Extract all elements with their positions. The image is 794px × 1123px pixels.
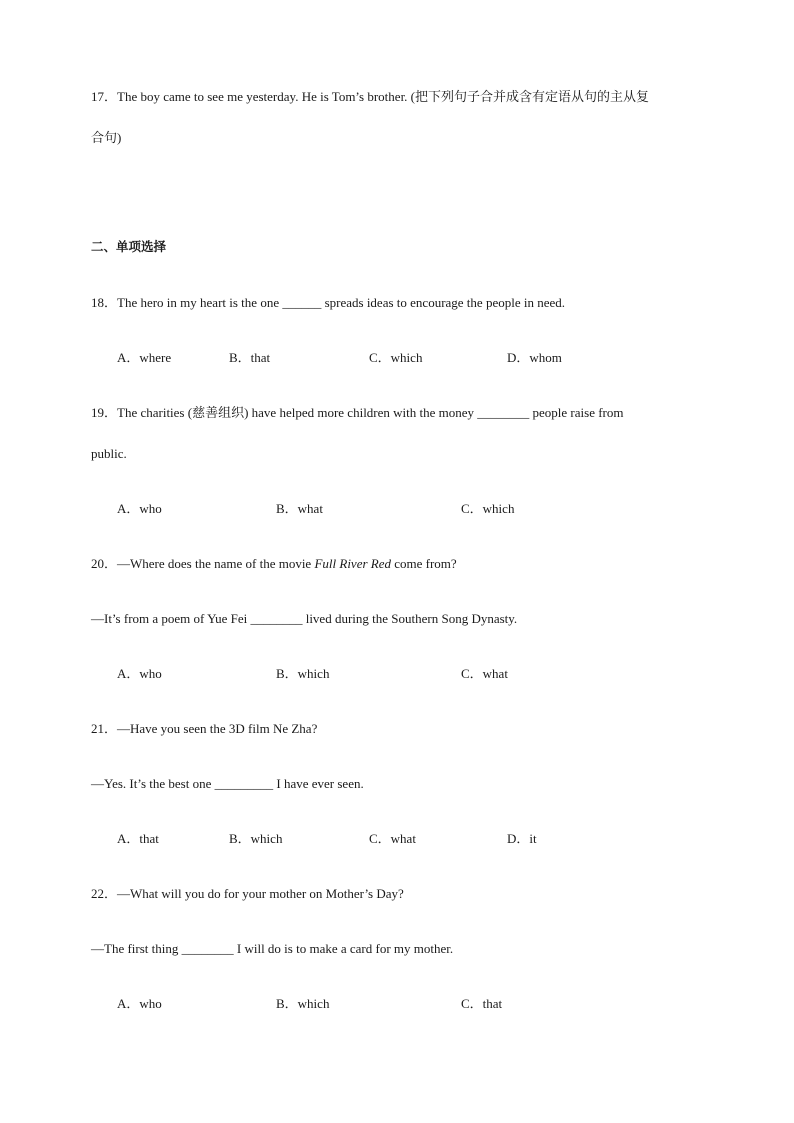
q20-option-b[interactable]: B．which bbox=[276, 666, 330, 681]
q18-option-c[interactable]: C．which bbox=[369, 350, 423, 365]
q19-option-b[interactable]: B．what bbox=[276, 501, 323, 516]
q20-line-1 bbox=[91, 555, 457, 573]
q22-line-2: —The first thing ________ I will do is to make a card for my mother. bbox=[91, 941, 454, 956]
q18-stem: 18．The hero in my heart is the one ______ spreads ideas to encourage the people in need. bbox=[91, 295, 565, 310]
q19-line-2: public. bbox=[91, 446, 127, 461]
q18-option-a[interactable]: A．where bbox=[117, 350, 172, 365]
q19-option-a[interactable]: A．who bbox=[117, 501, 162, 516]
q19-option-c[interactable]: C．which bbox=[461, 501, 515, 516]
q21-line-1: 21．—Have you seen the 3D film Ne Zha? bbox=[91, 721, 318, 736]
q20-option-a[interactable]: A．who bbox=[117, 666, 162, 681]
q20-option-c[interactable]: C．what bbox=[461, 666, 508, 681]
q22-line-1: 22．—What will you do for your mother on Mother’s Day? bbox=[91, 886, 404, 901]
q22-option-a[interactable]: A．who bbox=[117, 996, 162, 1011]
q20-line-1-pre: 20．—Where does the name of the movie bbox=[91, 556, 315, 571]
q21-option-a[interactable]: A．that bbox=[117, 831, 159, 846]
q21-option-c[interactable]: C．what bbox=[369, 831, 416, 846]
q20-line-2: —It’s from a poem of Yue Fei ________ lived during the Southern Song Dynasty. bbox=[91, 611, 518, 626]
q20-line-1-post: come from? bbox=[391, 556, 457, 571]
movie-title: Full River Red bbox=[314, 556, 391, 571]
section-heading: 二、单项选择 bbox=[91, 239, 167, 254]
q18-option-b[interactable]: B．that bbox=[229, 350, 271, 365]
q22-option-c[interactable]: C．that bbox=[461, 996, 503, 1011]
q18-option-d[interactable]: D．whom bbox=[507, 350, 562, 365]
q21-option-b[interactable]: B．which bbox=[229, 831, 283, 846]
q22-option-b[interactable]: B．which bbox=[276, 996, 330, 1011]
q19-line-1: 19．The charities (慈善组织) have helped more children with the money ________ people raise from bbox=[91, 405, 624, 420]
q21-line-2: —Yes. It’s the best one _________ I have ever seen. bbox=[91, 776, 364, 791]
q17-line-2: 合句) bbox=[91, 130, 122, 145]
q17-line-1: 17．The boy came to see me yesterday. He is Tom’s brother. (把下列句子合并成含有定语从句的主从复 bbox=[91, 89, 650, 104]
q21-option-d[interactable]: D．it bbox=[507, 831, 537, 846]
